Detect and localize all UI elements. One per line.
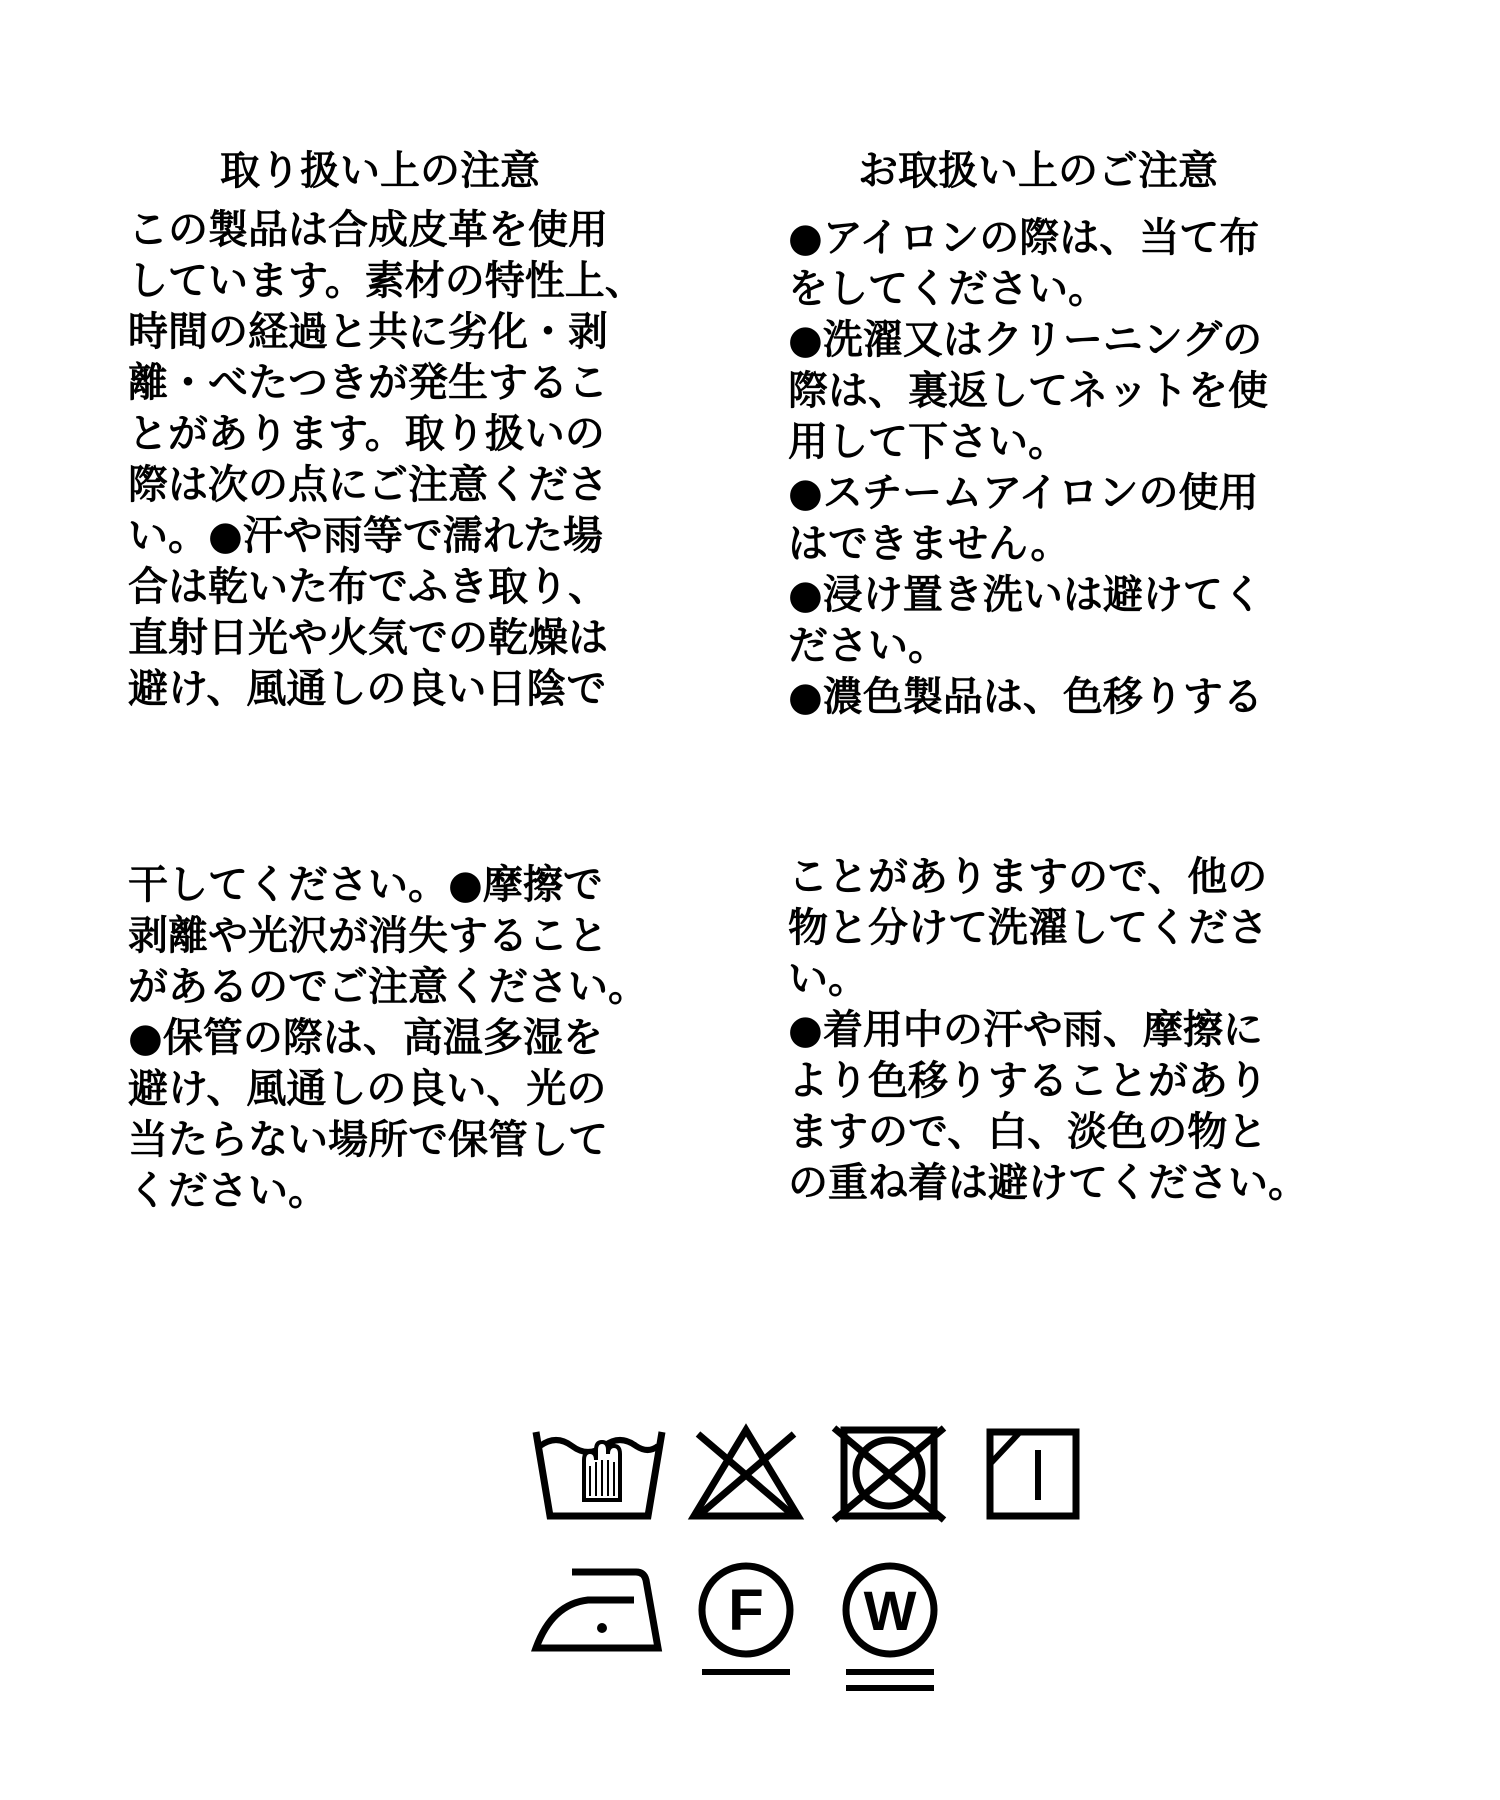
care-note-line: 避け、風通しの良い、光の: [128, 1066, 607, 1112]
care-note-line: ●洗濯又はクリーニングの: [788, 317, 1263, 363]
care-note-line: とがあります。取り扱いの: [128, 411, 605, 457]
care-note-line: ●浸け置き洗いは避けてく: [788, 572, 1263, 618]
care-note-line: ださい。: [788, 623, 948, 669]
care-note-line: 時間の経過と共に劣化・剥: [128, 309, 608, 355]
care-notes-top-left: [128, 205, 645, 715]
care-note-line: 際は、裏返してネットを使: [788, 368, 1268, 414]
care-note-line: 当たらない場所で保管して: [128, 1117, 608, 1163]
care-note-line: しています。素材の特性上、: [128, 258, 645, 304]
care-note-line: ●着用中の汗や雨、摩擦に: [788, 1007, 1263, 1053]
care-note-line: 合は乾いた布でふき取り、: [128, 564, 608, 610]
care-note-line: い。●汗や雨等で濡れた場: [128, 513, 603, 559]
care-notes-bottom-left: [128, 860, 648, 1217]
care-note-line: はできません。: [788, 521, 1071, 567]
care-note-line: があるのでご注意ください。: [128, 964, 648, 1010]
care-note-line: 離・べたつきが発生するこ: [128, 360, 608, 406]
care-note-line: 避け、風通しの良い日陰で: [128, 666, 607, 712]
dry-clean-f-label: F: [728, 1578, 764, 1643]
care-note-line: 直射日光や火気での乾燥は: [128, 615, 608, 661]
care-notes-bottom-right: [788, 852, 1308, 1209]
care-note-line: をしてください。: [788, 266, 1108, 312]
care-note-line: より色移りすることがあり: [788, 1058, 1268, 1104]
wet-clean-w-icon: [832, 1560, 948, 1700]
care-note-line: 物と分けて洗濯してくださ: [788, 905, 1268, 951]
care-note-line: ●濃色製品は、色移りする: [788, 674, 1263, 720]
care-note-line: ください。: [128, 1168, 328, 1214]
care-note-line: この製品は合成皮革を使用: [128, 207, 608, 253]
care-note-line: ますので、白、淡色の物と: [788, 1109, 1268, 1155]
care-note-line: 際は次の点にご注意くださ: [128, 462, 608, 508]
cut-off-header-right: お取扱い上のご注意: [858, 148, 1218, 194]
wet-clean-w-label: W: [863, 1579, 917, 1642]
do-not-bleach-icon: [686, 1424, 806, 1524]
care-note-line: 剥離や光沢が消失すること: [128, 913, 608, 959]
care-note-line: 干してください。●摩擦で: [128, 862, 603, 908]
hand-wash-icon: [532, 1424, 666, 1524]
care-note-line: の重ね着は避けてください。: [788, 1160, 1308, 1206]
care-note-line: 用して下さい。: [788, 419, 1068, 465]
care-note-line: い。: [788, 956, 868, 1002]
care-note-line: ●保管の際は、高温多湿を: [128, 1015, 603, 1061]
dry-clean-f-icon: [688, 1560, 804, 1680]
care-note-line: ●アイロンの際は、当て布: [788, 215, 1260, 261]
care-notes-top-right: [788, 213, 1268, 723]
drip-dry-shade-icon: [986, 1428, 1082, 1520]
cut-off-header-left: 取り扱い上の注意: [220, 148, 540, 194]
do-not-tumble-dry-icon: [830, 1424, 948, 1524]
care-note-line: ことがありますので、他の: [788, 854, 1268, 900]
iron-low-icon: [532, 1564, 666, 1654]
care-note-line: ●スチームアイロンの使用: [788, 470, 1259, 516]
